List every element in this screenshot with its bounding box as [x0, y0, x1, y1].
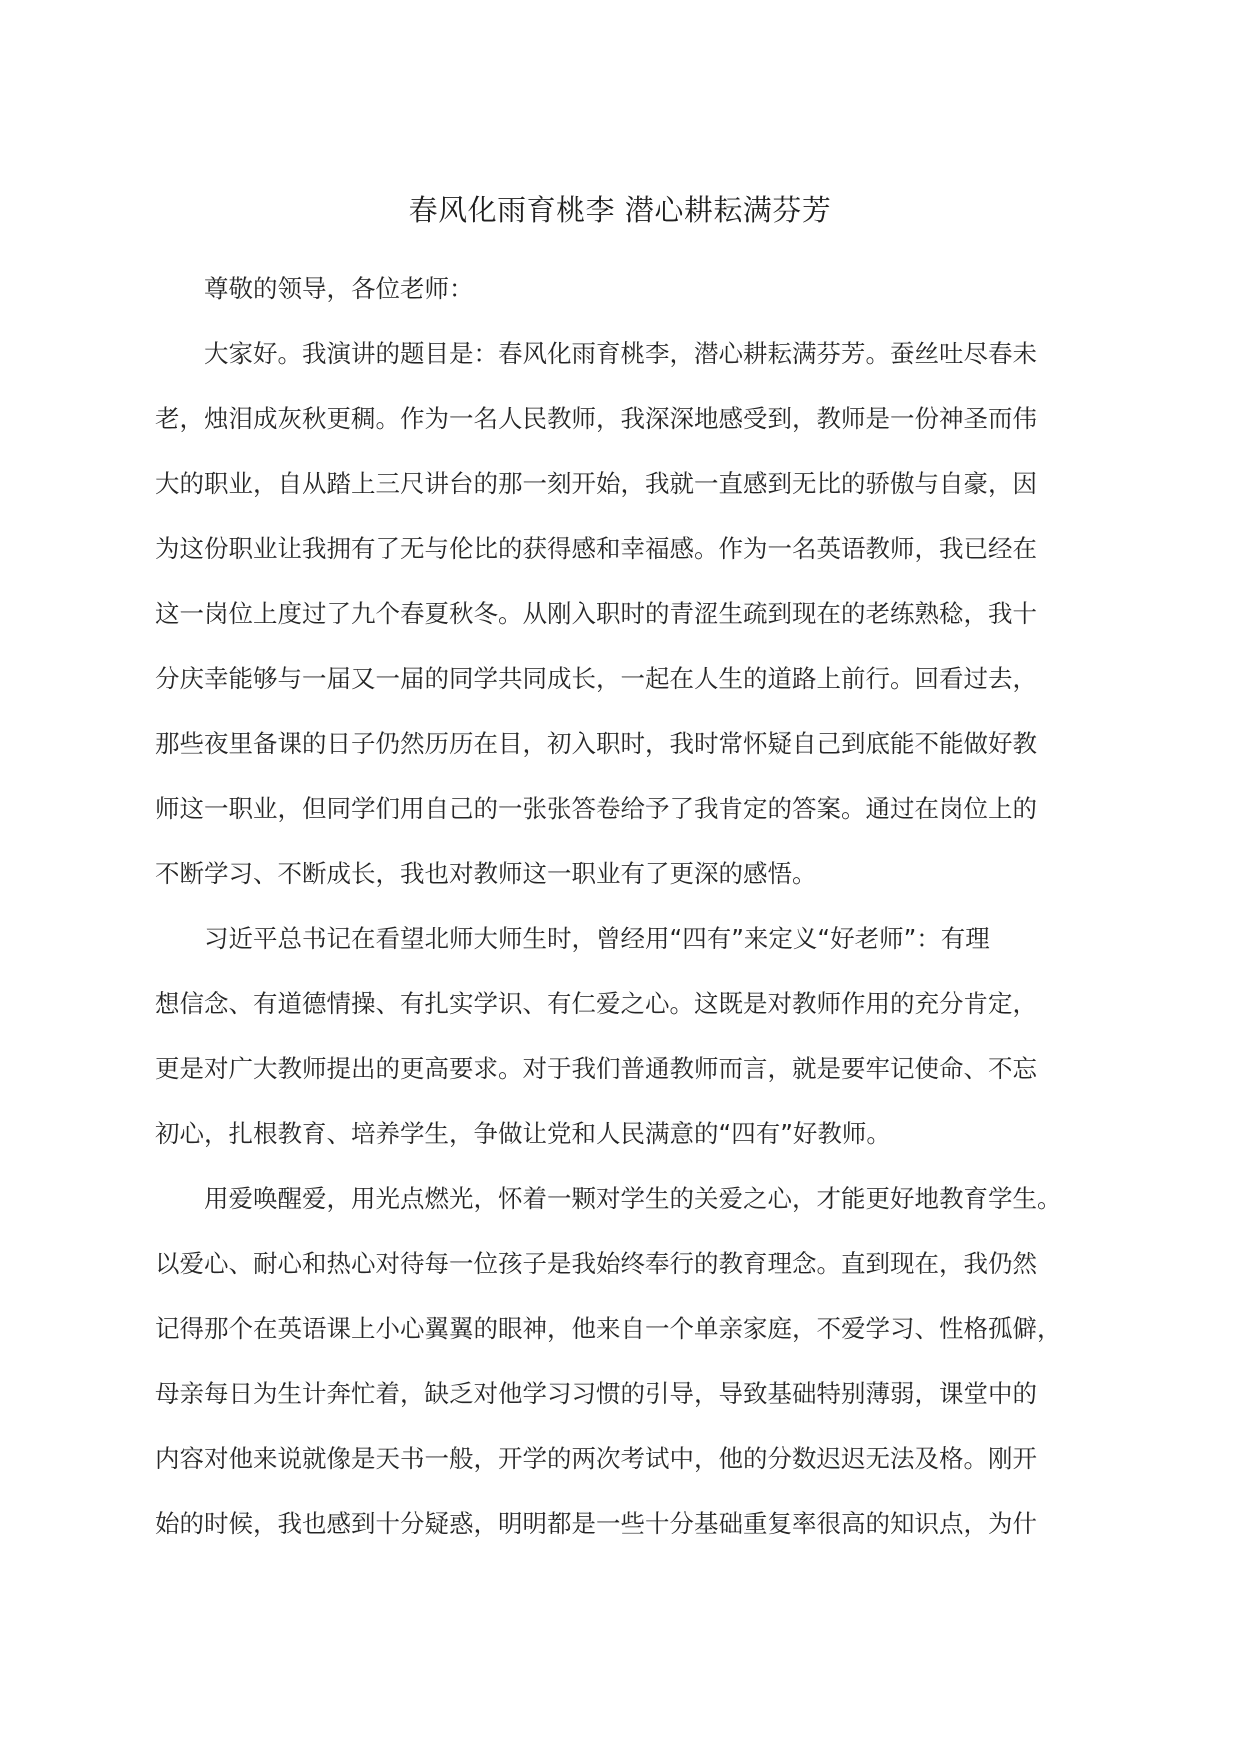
- document-body: [155, 256, 1065, 1556]
- salutation: 尊敬的领导，各位老师：: [204, 274, 474, 303]
- paragraph-1: 大家好。我演讲的题目是：春风化雨育桃李，潜心耕耘满芬芳。蚕丝吐尽春未 老，烛泪成灰秋更稠。作为一名人民教师，我深深地感受到，教师是一份神圣而伟 大的职业，自从踏上三尺讲台的那一刻开始，我就一直感到无比的骄傲与自豪，因 为这份职业让我拥有了无与伦比的获得感和幸福感。作为一名英语教师，我已经在 这一岗位上度过了九个春夏秋冬。从刚入职时的青涩生疏到现在的老练熟稔，我十 分庆幸能够与一届又一届的同学共同成长，一起在人生的道路上前行。回看过去， 那些夜里备课的日子仍然历历在目，初入职时，我时常怀疑自己到底能不能做好教 师这一职业，但同学们用自己的一张张答卷给予了我肯定的答案。通过在岗位上的 不断学习、不断成长，我也对教师这一职业有了更深的感悟。: [155, 339, 1037, 888]
- paragraph-2: 习近平总书记在看望北师大师生时，曾经用“四有”来定义“好老师”：有理 想信念、有道德情操、有扎实学识、有仁爱之心。这既是对教师作用的充分肯定， 更是对广大教师提出的更高要求。对于我们普通教师而言，就是要牢记使命、不忘 初心，扎根教育、培养学生，争做让党和人民满意的“四有”好教师。: [155, 924, 1037, 1148]
- document-title: 春风化雨育桃李 潜心耕耘满芬芳: [408, 193, 832, 227]
- paragraph-3: 用爱唤醒爱，用光点燃光，怀着一颗对学生的关爱之心，才能更好地教育学生。 以爱心、耐心和热心对待每一位孩子是我始终奉行的教育理念。直到现在，我仍然 记得那个在英语课上小心翼翼的眼神，他来自一个单亲家庭，不爱学习、性格孤僻， 母亲每日为生计奔忙着，缺乏对他学习习惯的引导，导致基础特别薄弱，课堂中的 内容对他来说就像是天书一般，开学的两次考试中，他的分数迟迟无法及格。刚开 始的时候，我也感到十分疑惑，明明都是一些十分基础重复率很高的知识点，为什: [155, 1184, 1062, 1538]
